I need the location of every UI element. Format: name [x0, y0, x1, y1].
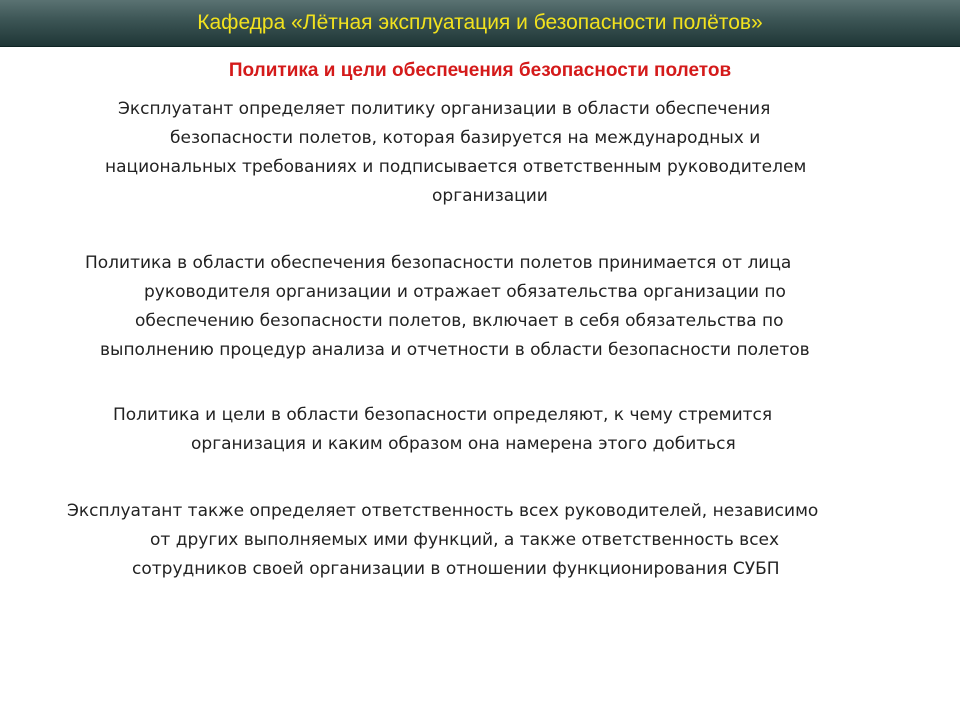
- paragraph-line: от других выполняемых ими функций, а также ответственность всех: [150, 530, 780, 550]
- paragraph-line: Политика и цели в области безопасности определяют, к чему стремится: [113, 405, 773, 425]
- paragraph-line: национальных требованиях и подписывается ответственным руководителем: [105, 157, 807, 177]
- slide-heading: Политика и цели обеспечения безопасности полетов: [228, 60, 732, 81]
- paragraph-policy-adoption: [0, 249, 960, 365]
- paragraph-operator-policy: [0, 95, 960, 211]
- paragraph-policy-goals: [0, 401, 960, 459]
- header-bar: [0, 0, 960, 47]
- paragraph-line: безопасности полетов, которая базируется на международных и: [170, 128, 761, 148]
- paragraph-line: обеспечению безопасности полетов, включает в себя обязательства по: [135, 311, 784, 331]
- paragraph-responsibility: [0, 497, 960, 584]
- paragraph-line: Политика в области обеспечения безопасности полетов принимается от лица: [85, 253, 792, 273]
- paragraph-line: организация и каким образом она намерена этого добиться: [191, 434, 736, 454]
- header-title: Кафедра «Лётная эксплуатация и безопасности полётов»: [197, 11, 763, 34]
- paragraph-line: выполнению процедур анализа и отчетности в области безопасности полетов: [100, 340, 810, 360]
- paragraph-line: Эксплуатант также определяет ответственность всех руководителей, независимо: [67, 501, 819, 521]
- paragraph-line: руководителя организации и отражает обязательства организации по: [144, 282, 786, 302]
- paragraph-line: организации: [432, 186, 548, 206]
- paragraph-line: Эксплуатант определяет политику организации в области обеспечения: [118, 99, 771, 119]
- paragraph-line: сотрудников своей организации в отношении функционирования СУБП: [132, 559, 780, 579]
